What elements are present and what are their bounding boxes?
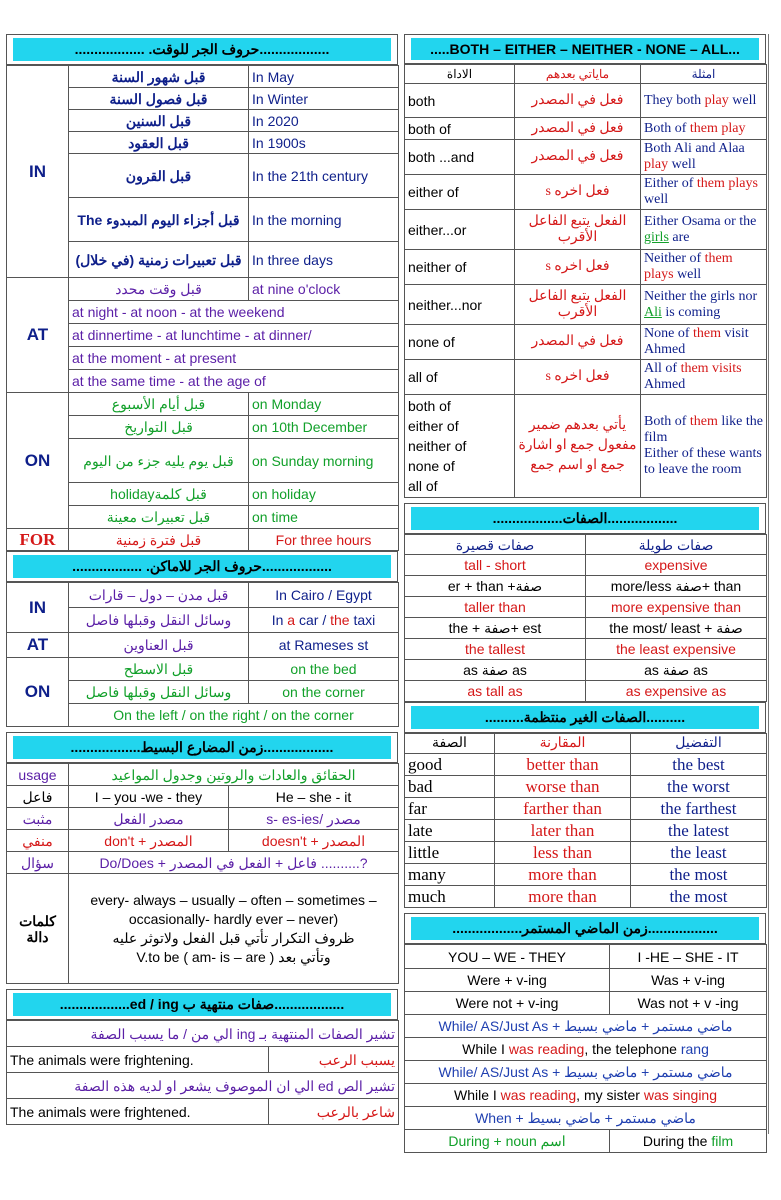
irr-adj-5: little — [405, 842, 495, 864]
pc-rule-1: While/ AS/Just As + ماضي مستمر + ماضي بسيط — [405, 1015, 767, 1038]
irr-sup-7: the most — [631, 886, 767, 908]
past-continuous-title: ..................زمن الماضي المستمر.................. — [411, 917, 759, 940]
long-adj-1: expensive — [586, 555, 767, 576]
place-in-en-2: In a car / the taxi — [249, 608, 399, 633]
after-5: الفعل يتبع الفاعل الأقرب — [515, 210, 641, 250]
time-at-en-1: at nine o'clock — [249, 278, 399, 301]
place-prepositions-title: ..................حروف الجر للاماكن. .................. — [13, 555, 391, 578]
time-on-ar-4: holidayقبل كلمة — [69, 483, 249, 506]
time-in-ar-2: قبل فصول السنة — [69, 88, 249, 110]
tool-2: both of — [405, 118, 515, 140]
past-continuous-header — [404, 913, 766, 944]
time-at-full-5: at the same time - at the age of — [69, 370, 399, 393]
irr-comp-4: later than — [495, 820, 631, 842]
irr-adj-7: much — [405, 886, 495, 908]
place-on-en-2: on the corner — [249, 681, 399, 704]
right-column — [404, 34, 766, 1153]
time-in-ar-3: قبل السنين — [69, 110, 249, 132]
group-tools — [405, 395, 515, 498]
pc-rule-3: When + ماضي مستمر + ماضي بسيط — [405, 1107, 767, 1130]
irregular-title: ..........الصفات الغير منتظمة.......... — [411, 706, 759, 729]
usage-label: usage — [7, 764, 69, 786]
ed-ing-title: ..................صفات منتهية ب ed / ing.................. — [13, 993, 391, 1016]
present-simple-table — [6, 763, 399, 984]
negative-label: منفي — [7, 830, 69, 852]
time-in-en-7: In three days — [249, 242, 399, 278]
irregular-header — [404, 702, 766, 733]
subject-plural: I – you -we - they — [69, 786, 229, 808]
example-8: None of them visit Ahmed — [641, 325, 767, 360]
after-3: فعل في المصدر — [515, 140, 641, 175]
both-either-title: .....BOTH – EITHER – NEITHER - NONE – ALL... — [411, 38, 759, 60]
tool-6: neither of — [405, 250, 515, 285]
irr-comp-6: more than — [495, 864, 631, 886]
example-2: Both of them play — [641, 118, 767, 140]
long-adj-head: صفات طويلة — [586, 535, 767, 555]
irr-adj-4: late — [405, 820, 495, 842]
subject-singular: He – she - it — [229, 786, 399, 808]
place-prepositions-header — [6, 551, 398, 582]
group-example-2: Either of these wants to leave the room — [644, 446, 762, 477]
tool-4: either of — [405, 175, 515, 210]
example-3: Both Ali and Alaa play well — [641, 140, 767, 175]
ed-rule: تشير الص ed الي ان الموصوف يشعر او لديه هذه الصفة — [7, 1073, 399, 1099]
ed-ing-table — [6, 1020, 399, 1125]
pc-head-singular: I -HE – SHE - IT — [610, 945, 767, 969]
pc-neg-singular: Was not + v -ing — [610, 992, 767, 1015]
short-adj-3: taller than — [405, 597, 586, 618]
group-tool-5: all of — [408, 478, 438, 494]
place-on-full: On the left / on the right / on the corner — [69, 704, 399, 727]
time-for-label: FOR — [7, 529, 69, 551]
example-5: Either Osama or the girls are — [641, 210, 767, 250]
time-on-ar-2: قبل التواريخ — [69, 416, 249, 439]
adverbs-cell — [69, 874, 399, 984]
time-in-en-4: In 1900s — [249, 132, 399, 154]
after-1: فعل في المصدر — [515, 84, 641, 118]
time-on-ar-5: قبل تعبيرات معينة — [69, 506, 249, 529]
place-at-ar: قبل العناوين — [69, 633, 249, 658]
time-prepositions-table — [6, 65, 399, 551]
question-label: سؤال — [7, 852, 69, 874]
example-7: Neither the girls nor Ali is coming — [641, 285, 767, 325]
group-tool-2: either of — [408, 418, 459, 434]
adverbs-list: every- always – usually – often – sometimes – occasionally- hardly ever – never) — [90, 891, 377, 927]
group-after: يأتي بعدهم ضمير مفعول جمع او اشارة جمع او اسم جمع — [515, 395, 641, 498]
adjectives-header — [404, 503, 766, 534]
sup-head: التفضيل — [631, 734, 767, 754]
irr-comp-7: more than — [495, 886, 631, 908]
group-examples: Both of them like the film Either of these wants to leave the room — [641, 395, 767, 498]
place-on-en-1: on the bed — [249, 658, 399, 681]
example-6: Neither of them plays well — [641, 250, 767, 285]
irr-sup-4: the latest — [631, 820, 767, 842]
place-in-ar-2: وسائل النقل وقبلها فاصل — [69, 608, 249, 633]
short-adj-head: صفات قصيرة — [405, 535, 586, 555]
ing-rule: تشير الصفات المنتهية بـ ing الي من / ما يسبب الصفة — [7, 1021, 399, 1047]
past-continuous-table — [404, 944, 767, 1153]
short-adj-2: صفة+ er + than — [405, 576, 586, 597]
time-at-full-3: at dinnertime - at lunchtime - at dinner/ — [69, 324, 399, 347]
time-in-en-6: In the morning — [249, 198, 399, 242]
after-4: فعل اخره s — [515, 175, 641, 210]
negative-plural: don't + المصدر — [69, 830, 229, 852]
irr-sup-6: the most — [631, 864, 767, 886]
time-for-en: For three hours — [249, 529, 399, 551]
after-8: فعل في المصدر — [515, 325, 641, 360]
ed-ing-header — [6, 989, 398, 1020]
irr-sup-3: the farthest — [631, 798, 767, 820]
usage-text: الحقائق والعادات والروتين وجدول المواعيد — [69, 764, 399, 786]
pc-head-plural: YOU – WE - THEY — [405, 945, 610, 969]
group-tool-3: neither of — [408, 438, 467, 454]
during-example: During the film — [610, 1130, 767, 1153]
group-tool-4: none of — [408, 458, 455, 474]
positive-plural: مصدر الفعل — [69, 808, 229, 830]
after-9: فعل اخره s — [515, 360, 641, 395]
short-adj-4: the + صفة+ est — [405, 618, 586, 639]
long-adj-5: the least expensive — [586, 639, 767, 660]
long-adj-2: more/less صفة+ than — [586, 576, 767, 597]
time-in-en-1: In May — [249, 66, 399, 88]
example-head: امثلة — [641, 65, 767, 84]
time-on-ar-1: قبل أيام الأسبوع — [69, 393, 249, 416]
irr-sup-5: the least — [631, 842, 767, 864]
present-simple-title: ..................زمن المضارع البسيط.................. — [13, 736, 391, 759]
adverbs-rule: ظروف التكرار تأتي قبل الفعل ولاتوثر عليه — [112, 929, 355, 946]
place-at-en: at Rameses st — [249, 633, 399, 658]
time-for-ar: قبل فترة زمنية — [69, 529, 249, 551]
example-1: They both play well — [641, 84, 767, 118]
place-in-en-1: In Cairo / Egypt — [249, 583, 399, 608]
pc-pos-plural: Were + v-ing — [405, 969, 610, 992]
long-adj-4: the most/ least + صفة — [586, 618, 767, 639]
time-at-full-2: at night - at noon - at the weekend — [69, 301, 399, 324]
present-simple-header — [6, 732, 398, 763]
example-9: All of them visits Ahmed — [641, 360, 767, 395]
long-adj-6: as صفة as — [586, 660, 767, 681]
short-adj-6: as صفة as — [405, 660, 586, 681]
place-in-label: IN — [7, 583, 69, 633]
time-on-label: ON — [7, 393, 69, 529]
short-adj-1: tall - short — [405, 555, 586, 576]
tool-9: all of — [405, 360, 515, 395]
irr-comp-2: worse than — [495, 776, 631, 798]
group-tool-1: both of — [408, 398, 451, 414]
time-in-ar-1: قبل شهور السنة — [69, 66, 249, 88]
tool-8: none of — [405, 325, 515, 360]
irr-adj-6: many — [405, 864, 495, 886]
time-in-en-3: In 2020 — [249, 110, 399, 132]
time-in-ar-5: قبل القرون — [69, 154, 249, 198]
time-on-ar-3: قبل يوم يليه جزء من اليوم — [69, 439, 249, 483]
time-in-en-5: In the 21th century — [249, 154, 399, 198]
pc-example-1: While I was reading, the telephone rang — [405, 1038, 767, 1061]
question-form: Do/Does + فاعل + الفعل في المصدر ..........? — [69, 852, 399, 874]
time-in-ar-7: قبل تعبيرات زمنية (في خلال) — [69, 242, 249, 278]
time-at-label: AT — [7, 278, 69, 393]
after-2: فعل في المصدر — [515, 118, 641, 140]
irr-adj-3: far — [405, 798, 495, 820]
after-7: الفعل يتبع الفاعل الأقرب — [515, 285, 641, 325]
left-column — [6, 34, 398, 1125]
tool-3: both ...and — [405, 140, 515, 175]
both-either-header — [404, 34, 766, 64]
negative-singular: doesn't + المصدر — [229, 830, 399, 852]
pc-neg-plural: Were not + v-ing — [405, 992, 610, 1015]
irr-comp-3: farther than — [495, 798, 631, 820]
place-in-ar-1: قبل مدن – دول – قارات — [69, 583, 249, 608]
time-on-en-3: on Sunday morning — [249, 439, 399, 483]
tool-5: either...or — [405, 210, 515, 250]
long-adj-3: more expensive than — [586, 597, 767, 618]
irr-comp-5: less than — [495, 842, 631, 864]
example-4: Either of them plays well — [641, 175, 767, 210]
pc-pos-singular: Was + v-ing — [610, 969, 767, 992]
place-at-label: AT — [7, 633, 69, 658]
time-in-label: IN — [7, 66, 69, 278]
irr-adj-2: bad — [405, 776, 495, 798]
time-prepositions-title: ..................حروف الجر للوقت. .................. — [13, 38, 391, 61]
comp-head: المقارنة — [495, 734, 631, 754]
time-in-ar-4: قبل العقود — [69, 132, 249, 154]
time-on-en-2: on 10th December — [249, 416, 399, 439]
ing-example: The animals were frightening. — [7, 1047, 269, 1073]
time-prepositions-header — [6, 34, 398, 65]
ed-example-meaning: شاعر بالرعب — [269, 1099, 399, 1125]
time-on-en-1: on Monday — [249, 393, 399, 416]
tool-7: neither...nor — [405, 285, 515, 325]
subject-label: فاعل — [7, 786, 69, 808]
positive-label: مثبت — [7, 808, 69, 830]
short-adj-7: as tall as — [405, 681, 586, 702]
during-rule: During + noun اسم — [405, 1130, 610, 1153]
long-adj-7: as expensive as — [586, 681, 767, 702]
short-adj-5: the tallest — [405, 639, 586, 660]
irr-sup-2: the worst — [631, 776, 767, 798]
place-on-label: ON — [7, 658, 69, 727]
pc-rule-2: While/ AS/Just As + ماضي مستمر + ماضي بسيط — [405, 1061, 767, 1084]
time-in-ar-6: The قبل أجزاء اليوم المبدوء — [69, 198, 249, 242]
irr-adj-1: good — [405, 754, 495, 776]
irr-sup-1: the best — [631, 754, 767, 776]
adverbs-to-be: V.to be ( am- is – are ) وتأتي بعد — [136, 948, 331, 965]
adjectives-table — [404, 534, 767, 702]
positive-singular: مصدر /s- es-ies — [229, 808, 399, 830]
time-on-en-4: on holiday — [249, 483, 399, 506]
pc-example-2: While I was reading, my sister was singing — [405, 1084, 767, 1107]
irr-comp-1: better than — [495, 754, 631, 776]
time-at-full-4: at the moment - at present — [69, 347, 399, 370]
tool-1: both — [405, 84, 515, 118]
both-either-table — [404, 64, 767, 498]
irregular-table — [404, 733, 767, 908]
after-6: فعل اخره s — [515, 250, 641, 285]
time-on-en-5: on time — [249, 506, 399, 529]
tool-head: الاداة — [405, 65, 515, 84]
place-on-ar-2: وسائل النقل وقبلها فاصل — [69, 681, 249, 704]
ing-example-meaning: يسبب الرعب — [269, 1047, 399, 1073]
time-in-en-2: In Winter — [249, 88, 399, 110]
time-at-ar-1: قبل وقت محدد — [69, 278, 249, 301]
place-prepositions-table — [6, 582, 399, 727]
adjectives-title: ..................الصفات.................. — [411, 507, 759, 530]
after-head: ماياتي بعدهم — [515, 65, 641, 84]
adj-head: الصفة — [405, 734, 495, 754]
ed-example: The animals were frightened. — [7, 1099, 269, 1125]
place-on-ar-1: قبل الاسطح — [69, 658, 249, 681]
adverbs-label: كلمات دالة — [7, 874, 69, 984]
